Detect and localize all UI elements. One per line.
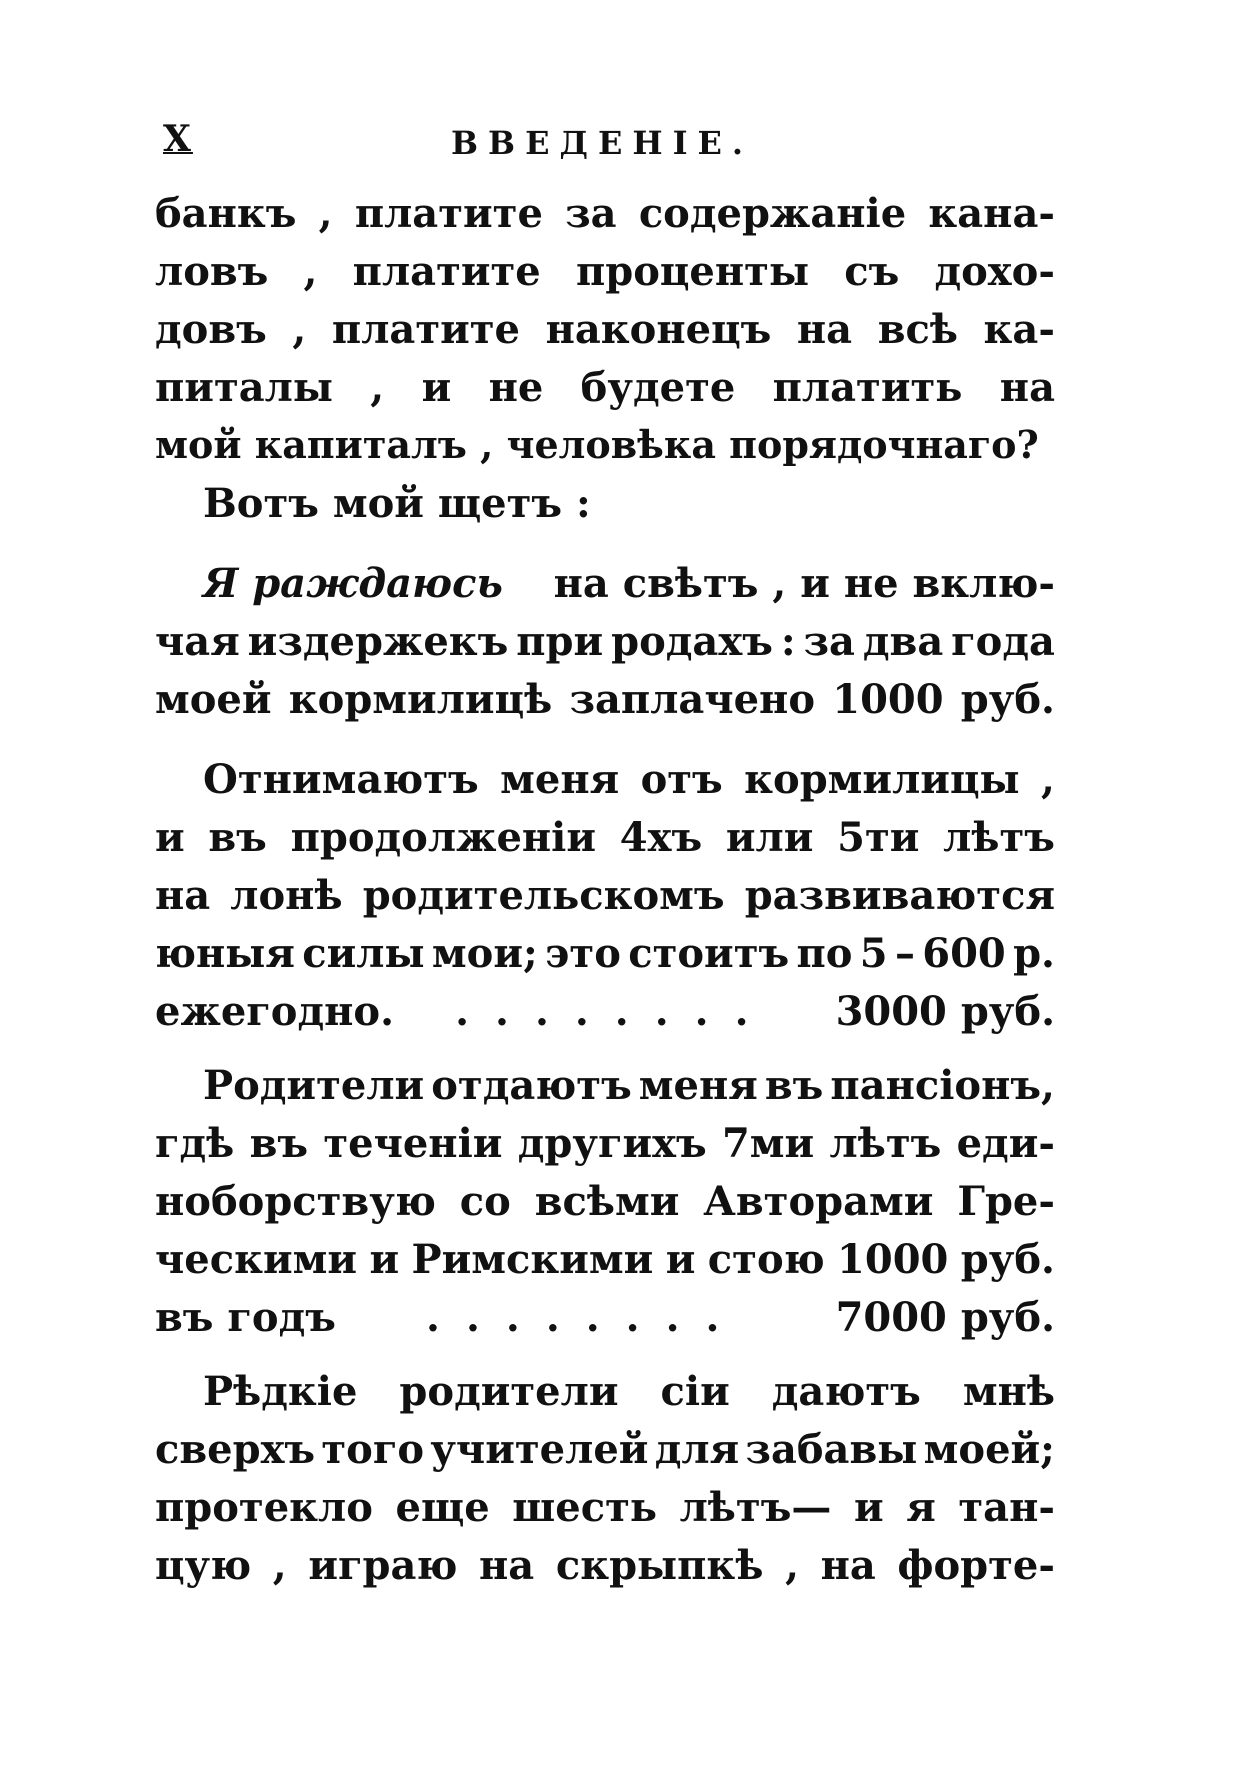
paragraph (155, 756, 1055, 1046)
word: за (565, 190, 617, 237)
word: забавы (745, 1426, 918, 1473)
word: родители (399, 1368, 619, 1415)
word: , (785, 1542, 799, 1589)
word: силы (302, 930, 425, 977)
cost-amount: 7000 руб. (835, 1294, 1055, 1341)
word: 4хъ (619, 814, 703, 861)
word: проценты (575, 248, 810, 295)
word: теченіи (323, 1120, 503, 1167)
word: Гре- (957, 1178, 1055, 1225)
word: мнѣ (962, 1368, 1055, 1415)
word: на (820, 1542, 876, 1589)
word: платите (331, 306, 521, 353)
paragraph (155, 480, 1055, 538)
word: 7ми (721, 1120, 815, 1167)
word: сверхъ (155, 1426, 316, 1473)
word: наконецъ (545, 306, 772, 353)
leader-dots: ........ (426, 1294, 746, 1341)
word: кана- (928, 190, 1055, 237)
word: или (725, 814, 814, 861)
word: другихъ (517, 1120, 707, 1167)
word: тан- (958, 1484, 1055, 1531)
word: стою (707, 1236, 825, 1283)
word: ловъ (155, 248, 269, 295)
word: будете (580, 364, 736, 411)
word: р. (1013, 930, 1055, 977)
word: Родители (203, 1062, 425, 1109)
word: за (803, 618, 855, 665)
word: , (272, 1542, 287, 1589)
text-line (155, 756, 1055, 814)
word: , (303, 248, 318, 295)
word: стоитъ (628, 930, 790, 977)
text-line (155, 676, 1055, 734)
word: 1000 (837, 1236, 949, 1283)
word: банкъ (155, 190, 297, 237)
text-line: Вотъ мой щетъ : (203, 480, 591, 527)
word: 600 (922, 930, 1006, 977)
word: форте- (897, 1542, 1055, 1589)
word: Отнимаютъ (203, 756, 479, 803)
word: и (369, 1236, 400, 1283)
word: 5 (859, 930, 888, 977)
word: на (796, 306, 853, 353)
word: цую (155, 1542, 252, 1589)
paragraph (155, 560, 1055, 734)
word: на (999, 364, 1055, 411)
word: и (853, 1484, 884, 1531)
word: ноборствую (155, 1178, 436, 1225)
word: учителей (430, 1426, 649, 1473)
text-line (155, 1426, 1055, 1484)
text-line (155, 1236, 1055, 1294)
word: 5ти (837, 814, 920, 861)
word: еще (395, 1484, 490, 1531)
text-line (155, 1484, 1055, 1542)
word: играю (308, 1542, 458, 1589)
word: родахъ (611, 618, 773, 665)
running-title: ВВЕДЕНІЕ. (451, 124, 754, 162)
word: пансіонъ, (830, 1062, 1055, 1109)
cost-line (155, 988, 1055, 1046)
word: и (421, 364, 452, 411)
word: , (1041, 756, 1055, 803)
word: кормилицѣ (288, 676, 553, 723)
word: юныя (155, 930, 295, 977)
word: лѣтъ (829, 1120, 942, 1167)
word: питалы (155, 364, 333, 411)
word: моей; (923, 1426, 1055, 1473)
word: отъ (640, 756, 723, 803)
word: на (479, 1542, 535, 1589)
paragraph (155, 1368, 1055, 1600)
page-header (163, 118, 1043, 168)
text-line (155, 306, 1055, 364)
leader-dots: ........ (455, 988, 775, 1035)
word: съ (844, 248, 900, 295)
cost-line (155, 1294, 1055, 1352)
word: издержекъ (247, 618, 509, 665)
text-line (155, 1120, 1055, 1178)
word: Римскими (411, 1236, 654, 1283)
word: и (155, 814, 185, 861)
word: содержаніе (638, 190, 907, 237)
word: Рѣдкіе (203, 1368, 358, 1415)
body-text (155, 190, 1055, 1600)
word: – (894, 930, 915, 977)
word: на (155, 872, 211, 919)
word: : (780, 618, 796, 665)
text-line (155, 618, 1055, 676)
text-line (155, 364, 1055, 422)
word: родительскомъ (362, 872, 725, 919)
italic-lead: Я раждаюсь (203, 560, 503, 607)
word: не (488, 364, 544, 411)
word: и (665, 1236, 696, 1283)
word: въ (249, 1120, 309, 1167)
word: того (321, 1426, 425, 1473)
cost-label: ежегодно. (155, 988, 395, 1035)
word: года (951, 618, 1055, 665)
word: два (862, 618, 944, 665)
text-line (155, 872, 1055, 930)
text-line: мой капиталъ , человѣка порядочнаго? (155, 422, 1039, 467)
word: продолженіи (290, 814, 597, 861)
text-line (155, 814, 1055, 872)
page-number: X (163, 118, 193, 160)
word: всѣми (534, 1178, 680, 1225)
text-line (155, 1062, 1055, 1120)
word: дохо- (934, 248, 1055, 295)
word: при (516, 618, 604, 665)
word: платить (772, 364, 963, 411)
word: въ (764, 1062, 824, 1109)
word: заплачено (569, 676, 816, 723)
text-line (155, 248, 1055, 306)
word: платите (354, 190, 543, 237)
cost-amount: 3000 руб. (835, 988, 1055, 1035)
word: развиваются (744, 872, 1055, 919)
word: еди- (956, 1120, 1055, 1167)
word: для (654, 1426, 740, 1473)
word: я (906, 1484, 936, 1531)
word: Авторами (703, 1178, 934, 1225)
word: всѣ (877, 306, 958, 353)
paragraph (155, 1062, 1055, 1352)
text-fragment: на свѣтъ , и не вклю- (553, 560, 1055, 607)
word: , (370, 364, 385, 411)
paragraph (155, 190, 1055, 480)
word: довъ (155, 306, 267, 353)
word: мои; (431, 930, 538, 977)
word: , (292, 306, 307, 353)
word: это (545, 930, 621, 977)
word: ка- (983, 306, 1055, 353)
word: кормилицы (744, 756, 1020, 803)
word: руб. (960, 676, 1055, 723)
text-line (155, 930, 1055, 988)
word: 1000 (832, 676, 944, 723)
word: ческими (155, 1236, 358, 1283)
word: со (459, 1178, 511, 1225)
word: , (318, 190, 333, 237)
text-line (155, 190, 1055, 248)
word: руб. (960, 1236, 1055, 1283)
word: шесть (512, 1484, 658, 1531)
word: по (796, 930, 853, 977)
word: меня (638, 1062, 758, 1109)
word: въ (208, 814, 267, 861)
text-line (155, 1178, 1055, 1236)
word: лѣтъ— (679, 1484, 832, 1531)
cost-label: въ годъ (155, 1294, 336, 1341)
word: сіи (660, 1368, 730, 1415)
word: чая (155, 618, 240, 665)
text-line (155, 1368, 1055, 1426)
text-line (155, 1542, 1055, 1600)
word: даютъ (771, 1368, 921, 1415)
word: скрыпкѣ (555, 1542, 764, 1589)
word: отдаютъ (431, 1062, 632, 1109)
word: меня (500, 756, 620, 803)
word: протекло (155, 1484, 373, 1531)
word: платите (352, 248, 541, 295)
word: гдѣ (155, 1120, 235, 1167)
word: моей (155, 676, 272, 723)
word: лѣтъ (943, 814, 1055, 861)
text-line (155, 560, 1055, 618)
word: лонѣ (230, 872, 343, 919)
